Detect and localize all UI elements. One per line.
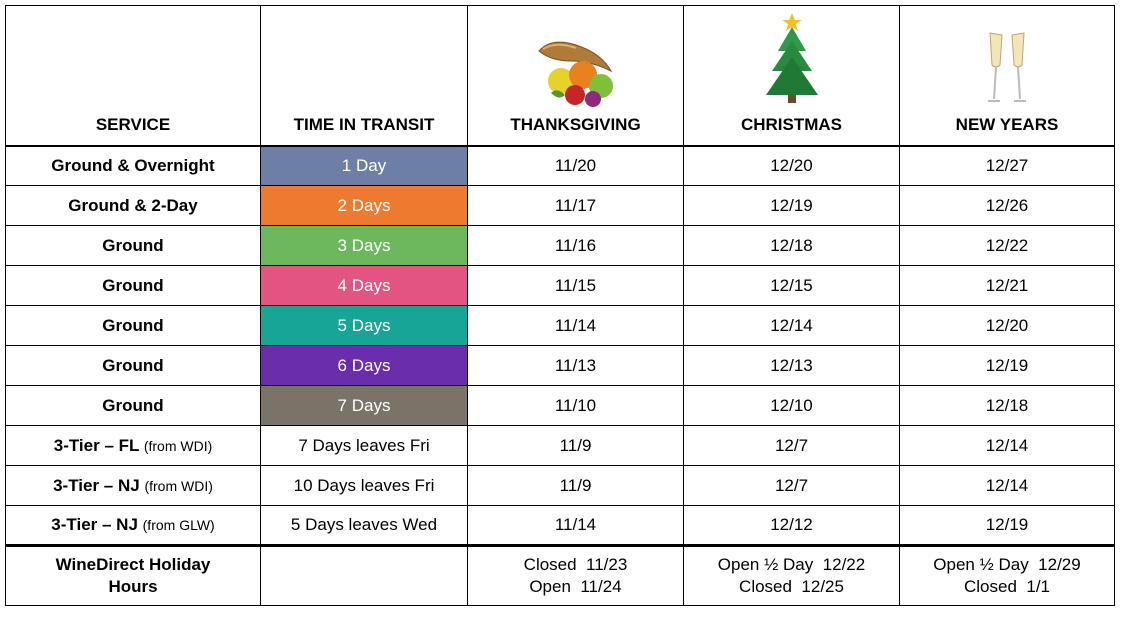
table-row	[6, 466, 1115, 506]
thanksgiving-date-cell: 11/9	[468, 466, 684, 506]
service-cell	[6, 466, 261, 506]
service-cell	[6, 506, 261, 546]
hours-newyears-line1: Open ½ Day 12/29	[933, 555, 1081, 574]
header-thanksgiving	[468, 6, 684, 146]
transit-cell: 5 Days	[261, 306, 468, 346]
transit-cell: 5 Days leaves Wed	[261, 506, 468, 546]
hours-thanksgiving-line1: Closed 11/23	[523, 555, 628, 574]
thanksgiving-date-cell: 11/17	[468, 186, 684, 226]
header-transit-label: TIME IN TRANSIT	[293, 114, 435, 134]
service-name: 3-Tier – NJ	[51, 515, 138, 534]
service-cell	[6, 186, 261, 226]
transit-cell: 7 Days leaves Fri	[261, 426, 468, 466]
holiday-hours-christmas	[684, 546, 900, 606]
holiday-hours-label-line2: Hours	[108, 577, 158, 596]
service-cell	[6, 386, 261, 426]
header-christmas-label: CHRISTMAS	[740, 114, 843, 134]
holiday-shipping-table-wrapper	[5, 5, 1115, 606]
thanksgiving-date-cell: 11/15	[468, 266, 684, 306]
header-thanksgiving-label: THANKSGIVING	[510, 114, 641, 134]
table-row	[6, 306, 1115, 346]
thanksgiving-date-cell: 11/20	[468, 146, 684, 186]
service-name: Ground	[102, 355, 164, 375]
service-name: Ground	[102, 395, 164, 415]
header-service-label: SERVICE	[95, 114, 171, 134]
holiday-hours-empty	[261, 546, 468, 606]
service-cell	[6, 306, 261, 346]
newyears-date-cell: 12/14	[900, 466, 1115, 506]
hours-christmas-line1: Open ½ Day 12/22	[717, 555, 866, 574]
table-row	[6, 226, 1115, 266]
service-name: Ground	[102, 235, 164, 255]
newyears-date-cell: 12/14	[900, 426, 1115, 466]
header-newyears-label: NEW YEARS	[955, 114, 1059, 134]
transit-cell: 10 Days leaves Fri	[261, 466, 468, 506]
header-newyears	[900, 6, 1115, 146]
thanksgiving-date-cell: 11/14	[468, 306, 684, 346]
transit-cell: 2 Days	[261, 186, 468, 226]
service-cell	[6, 266, 261, 306]
newyears-date-cell: 12/26	[900, 186, 1115, 226]
header-service	[6, 6, 261, 146]
christmas-tree-icon	[762, 9, 822, 109]
table-row	[6, 346, 1115, 386]
champagne-glasses-icon	[984, 29, 1030, 109]
table-row	[6, 506, 1115, 546]
table-row	[6, 386, 1115, 426]
christmas-date-cell: 12/7	[684, 426, 900, 466]
holiday-shipping-table	[5, 5, 1115, 606]
christmas-date-cell: 12/10	[684, 386, 900, 426]
service-cell	[6, 146, 261, 186]
service-name: Ground	[102, 315, 164, 335]
christmas-date-cell: 12/18	[684, 226, 900, 266]
header-transit	[261, 6, 468, 146]
cornucopia-icon	[531, 31, 621, 109]
service-name: Ground & Overnight	[51, 155, 215, 175]
table-body	[6, 146, 1115, 546]
thanksgiving-date-cell: 11/13	[468, 346, 684, 386]
newyears-date-cell: 12/22	[900, 226, 1115, 266]
thanksgiving-date-cell: 11/9	[468, 426, 684, 466]
thanksgiving-date-cell: 11/14	[468, 506, 684, 546]
thanksgiving-date-cell: 11/10	[468, 386, 684, 426]
christmas-date-cell: 12/7	[684, 466, 900, 506]
header-christmas	[684, 6, 900, 146]
hours-newyears-line2: Closed 1/1	[964, 577, 1050, 596]
service-name: Ground & 2-Day	[68, 195, 198, 215]
transit-cell: 1 Day	[261, 146, 468, 186]
newyears-date-cell: 12/21	[900, 266, 1115, 306]
newyears-date-cell: 12/18	[900, 386, 1115, 426]
service-note: (from GLW)	[142, 517, 215, 533]
christmas-date-cell: 12/19	[684, 186, 900, 226]
transit-cell: 7 Days	[261, 386, 468, 426]
newyears-date-cell: 12/20	[900, 306, 1115, 346]
newyears-date-cell: 12/19	[900, 506, 1115, 546]
holiday-hours-row	[6, 546, 1115, 606]
holiday-hours-label-line1: WineDirect Holiday	[55, 555, 211, 574]
service-note: (from WDI)	[144, 477, 213, 494]
newyears-date-cell: 12/19	[900, 346, 1115, 386]
holiday-hours-thanksgiving	[468, 546, 684, 606]
service-name: Ground	[102, 275, 164, 295]
table-row	[6, 146, 1115, 186]
christmas-date-cell: 12/20	[684, 146, 900, 186]
service-cell	[6, 226, 261, 266]
transit-cell: 6 Days	[261, 346, 468, 386]
service-cell	[6, 426, 261, 466]
christmas-date-cell: 12/13	[684, 346, 900, 386]
christmas-date-cell: 12/12	[684, 506, 900, 546]
holiday-hours-label	[6, 546, 261, 606]
service-note: (from WDI)	[143, 437, 213, 454]
transit-cell: 3 Days	[261, 226, 468, 266]
holiday-hours-newyears	[900, 546, 1115, 606]
table-row	[6, 426, 1115, 466]
thanksgiving-date-cell: 11/16	[468, 226, 684, 266]
header-row	[6, 6, 1115, 146]
service-name: 3-Tier – NJ	[53, 475, 140, 495]
christmas-date-cell: 12/14	[684, 306, 900, 346]
transit-cell: 4 Days	[261, 266, 468, 306]
hours-thanksgiving-line2: Open 11/24	[529, 577, 622, 596]
table-row	[6, 186, 1115, 226]
newyears-date-cell: 12/27	[900, 146, 1115, 186]
hours-christmas-line2: Closed 12/25	[739, 577, 844, 596]
service-name: 3-Tier – FL	[53, 435, 140, 455]
christmas-date-cell: 12/15	[684, 266, 900, 306]
table-row	[6, 266, 1115, 306]
service-cell	[6, 346, 261, 386]
